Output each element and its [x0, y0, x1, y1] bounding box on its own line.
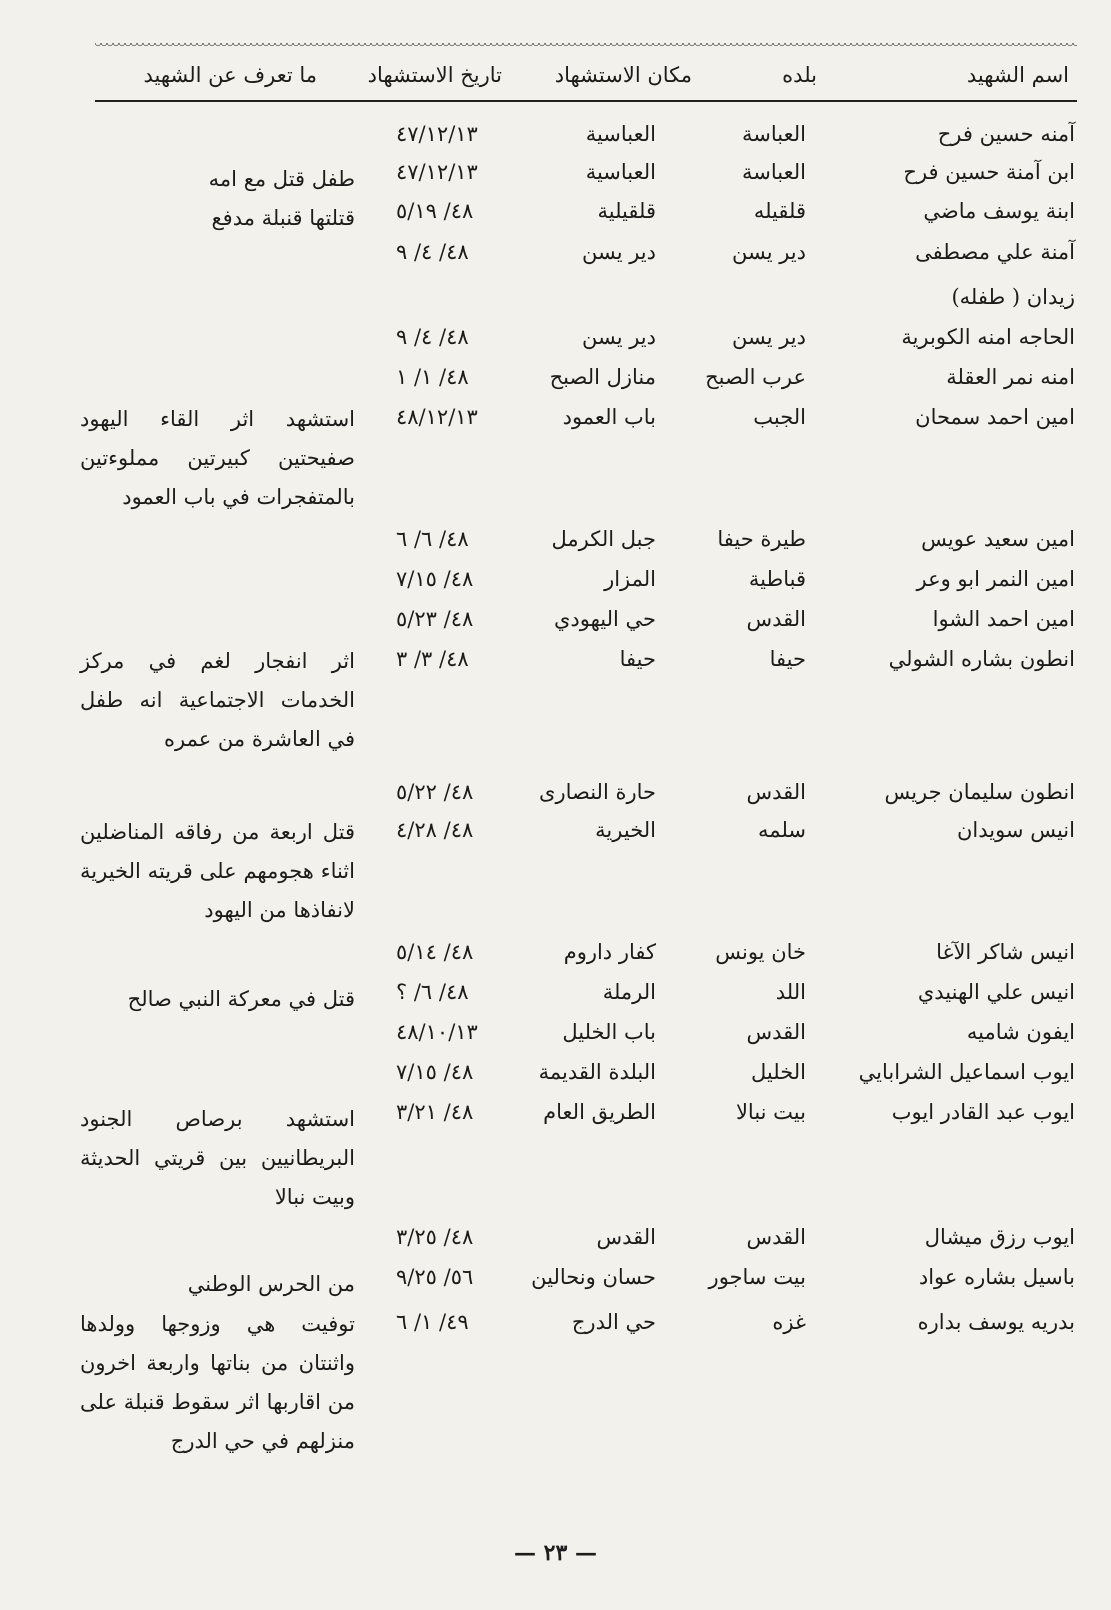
martyr-town: بيت نبالا — [735, 1100, 806, 1124]
martyr-town: القدس — [746, 607, 806, 631]
martyrdom-date: ٥٦/ ٩/٢٥ — [396, 1265, 474, 1289]
martyrdom-place: جبل الكرمل — [551, 527, 656, 551]
table-row — [0, 940, 1111, 978]
martyrdom-date: ٤٨/ ٤/ ٩ — [396, 240, 469, 264]
martyr-note: اثر انفجار لغم في مركز الخدمات الاجتماعية انه طفل في العاشرة من عمره — [80, 649, 355, 751]
martyrdom-place: حي اليهودي — [553, 607, 656, 631]
martyr-town: الجبب — [753, 405, 806, 429]
martyrdom-place: حيفا — [619, 647, 656, 671]
martyrdom-place: حي الدرج — [571, 1310, 656, 1334]
martyrdom-place: القدس — [596, 1225, 656, 1249]
martyrdom-place: الطريق العام — [543, 1100, 656, 1124]
martyrdom-date: ٤٨/١٠/١٣ — [396, 1020, 478, 1044]
martyr-name: زيدان ( طفله) — [951, 285, 1075, 309]
table-row — [0, 240, 1111, 278]
martyrdom-date: ٤٨/١٢/١٣ — [396, 405, 478, 429]
martyrdom-date: ٤٨/ ٤/٢٨ — [396, 818, 474, 842]
martyr-town: سلمه — [758, 818, 806, 842]
martyrdom-place: العباسية — [585, 160, 656, 184]
martyr-name: امين احمد الشوا — [932, 607, 1075, 631]
martyr-name: ايوب اسماعيل الشرابايي — [858, 1060, 1075, 1084]
martyr-note: توفيت هي وزوجها وولدها واثنتان من بناتها واربعة اخرون من اقاربها اثر سقوط قنبلة على منزلهم في حي الدرج — [80, 1312, 355, 1453]
martyr-note: من الحرس الوطني — [187, 1272, 355, 1296]
martyrdom-date: ٤٨/ ٦/ ٦ — [396, 527, 469, 551]
martyrdom-place: قلقيلية — [597, 199, 656, 223]
martyr-name: آمنه حسين فرح — [937, 122, 1075, 146]
martyrdom-place: دير يسن — [581, 325, 656, 349]
martyrdom-place: المزار — [604, 567, 656, 591]
martyrdom-place: باب الخليل — [562, 1020, 656, 1044]
martyr-name: انيس شاكر الآغا — [936, 940, 1075, 964]
martyrdom-date: ٤٨/ ١/ ١ — [396, 365, 469, 389]
martyr-note: استشهد اثر القاء اليهود صفيحتين كبيرتين مملوءتين بالمتفجرات في باب العمود — [80, 407, 355, 509]
martyrdom-date: ٤٧/١٢/١٣ — [396, 160, 478, 184]
table-row — [0, 1225, 1111, 1263]
martyrdom-place: باب العمود — [562, 405, 656, 429]
martyrdom-date: ٤٧/١٢/١٣ — [396, 122, 478, 146]
martyr-name: الحاجه امنه الكوبرية — [901, 325, 1075, 349]
martyr-town: دير يسن — [731, 240, 806, 264]
martyr-name: ابن آمنة حسين فرح — [903, 160, 1075, 184]
martyr-name: بدريه يوسف بداره — [917, 1310, 1075, 1334]
martyrdom-place: منازل الصبح — [549, 365, 656, 389]
martyr-town: الخليل — [751, 1060, 806, 1084]
table-row — [0, 607, 1111, 645]
martyrdom-place: حارة النصارى — [539, 780, 656, 804]
martyrdom-date: ٤٨/ ٤/ ٩ — [396, 325, 469, 349]
header-town: بلده — [782, 63, 817, 87]
martyr-name: ابنة يوسف ماضي — [923, 199, 1075, 223]
header-name: اسم الشهيد — [966, 63, 1069, 87]
martyrdom-date: ٤٩/ ١/ ٦ — [396, 1310, 469, 1334]
martyr-town: حيفا — [769, 647, 806, 671]
martyr-town: قباطية — [748, 567, 806, 591]
martyr-name: امين النمر ابو وعر — [916, 567, 1075, 591]
table-row — [0, 365, 1111, 403]
martyr-town: القدس — [746, 1020, 806, 1044]
martyr-name: امنه نمر العقلة — [946, 365, 1075, 389]
header-rule — [95, 100, 1077, 102]
martyrdom-date: ٤٨/ ٦/ ؟ — [396, 980, 469, 1004]
table-header — [95, 55, 1077, 97]
martyrdom-place: كفار داروم — [563, 940, 656, 964]
martyr-note: قتل في معركة النبي صالح — [127, 987, 355, 1011]
martyr-name: ايوب عبد القادر ايوب — [891, 1100, 1075, 1124]
martyr-note: قتل اربعة من رفاقه المناضلين اثناء هجومهم على قريته الخيرية لانفاذها من اليهود — [80, 820, 355, 922]
table-row — [0, 1020, 1111, 1058]
table-row — [0, 527, 1111, 565]
header-date: تاريخ الاستشهاد — [367, 63, 502, 87]
martyr-name: باسيل بشاره عواد — [918, 1265, 1075, 1289]
martyr-name: انيس سويدان — [956, 818, 1075, 842]
martyr-name: امين احمد سمحان — [915, 405, 1075, 429]
martyr-note: طفل قتل مع امه — [208, 167, 355, 191]
header-notes: ما تعرف عن الشهيد — [143, 63, 317, 87]
table-row — [0, 122, 1111, 160]
martyr-town: بيت ساجور — [708, 1265, 806, 1289]
table-row — [0, 1060, 1111, 1098]
martyr-name: انطون سليمان جريس — [884, 780, 1075, 804]
table-row — [0, 567, 1111, 605]
martyrdom-date: ٤٨/ ٧/١٥ — [396, 567, 474, 591]
martyrdom-place: البلدة القديمة — [538, 1060, 656, 1084]
martyrdom-date: ٤٨/ ٣/٢٥ — [396, 1225, 474, 1249]
martyr-town: عرب الصبح — [705, 365, 806, 389]
martyr-town: القدس — [746, 1225, 806, 1249]
martyr-name: امين سعيد عويس — [921, 527, 1075, 551]
martyrdom-date: ٤٨/ ٥/١٤ — [396, 940, 474, 964]
martyr-town: غزه — [772, 1310, 806, 1334]
martyr-town: قلقيله — [753, 199, 806, 223]
table-row — [0, 325, 1111, 363]
table-row — [0, 285, 1111, 323]
martyr-name: ايفون شاميه — [966, 1020, 1075, 1044]
martyrdom-date: ٤٨/ ٥/٢٢ — [396, 780, 474, 804]
martyrdom-place: الخيرية — [595, 818, 656, 842]
martyrdom-date: ٤٨/ ٣/ ٣ — [396, 647, 469, 671]
top-wavy-rule — [95, 43, 1077, 49]
martyrdom-place: دير يسن — [581, 240, 656, 264]
martyr-town: العباسة — [742, 122, 806, 146]
martyr-town: دير يسن — [731, 325, 806, 349]
page-number: — ٢٣ — — [514, 1540, 597, 1566]
martyrdom-date: ٤٨/ ٥/٢٣ — [396, 607, 474, 631]
martyrdom-place: العباسية — [585, 122, 656, 146]
martyrdom-place: حسان ونحالين — [531, 1265, 656, 1289]
martyrdom-place: الرملة — [602, 980, 656, 1004]
martyr-name: آمنة علي مصطفى — [915, 240, 1075, 264]
martyr-town: العباسة — [742, 160, 806, 184]
martyrdom-date: ٤٨/ ٣/٢١ — [396, 1100, 474, 1124]
header-place: مكان الاستشهاد — [554, 63, 692, 87]
martyr-name: انطون بشاره الشولي — [888, 647, 1075, 671]
martyr-name: ايوب رزق ميشال — [924, 1225, 1075, 1249]
martyr-name: انيس علي الهنيدي — [917, 980, 1075, 1004]
martyr-note: استشهد برصاص الجنود البريطانيين بين قريتي الحديثة وبيت نبالا — [80, 1107, 355, 1209]
martyrdom-date: ٤٨/ ٧/١٥ — [396, 1060, 474, 1084]
martyr-town: طيرة حيفا — [717, 527, 806, 551]
martyrdom-date: ٤٨/ ٥/١٩ — [396, 199, 474, 223]
martyr-note: قتلتها قنبلة مدفع — [211, 206, 355, 230]
martyr-town: القدس — [746, 780, 806, 804]
martyr-town: اللد — [775, 980, 806, 1004]
martyr-town: خان يونس — [715, 940, 806, 964]
